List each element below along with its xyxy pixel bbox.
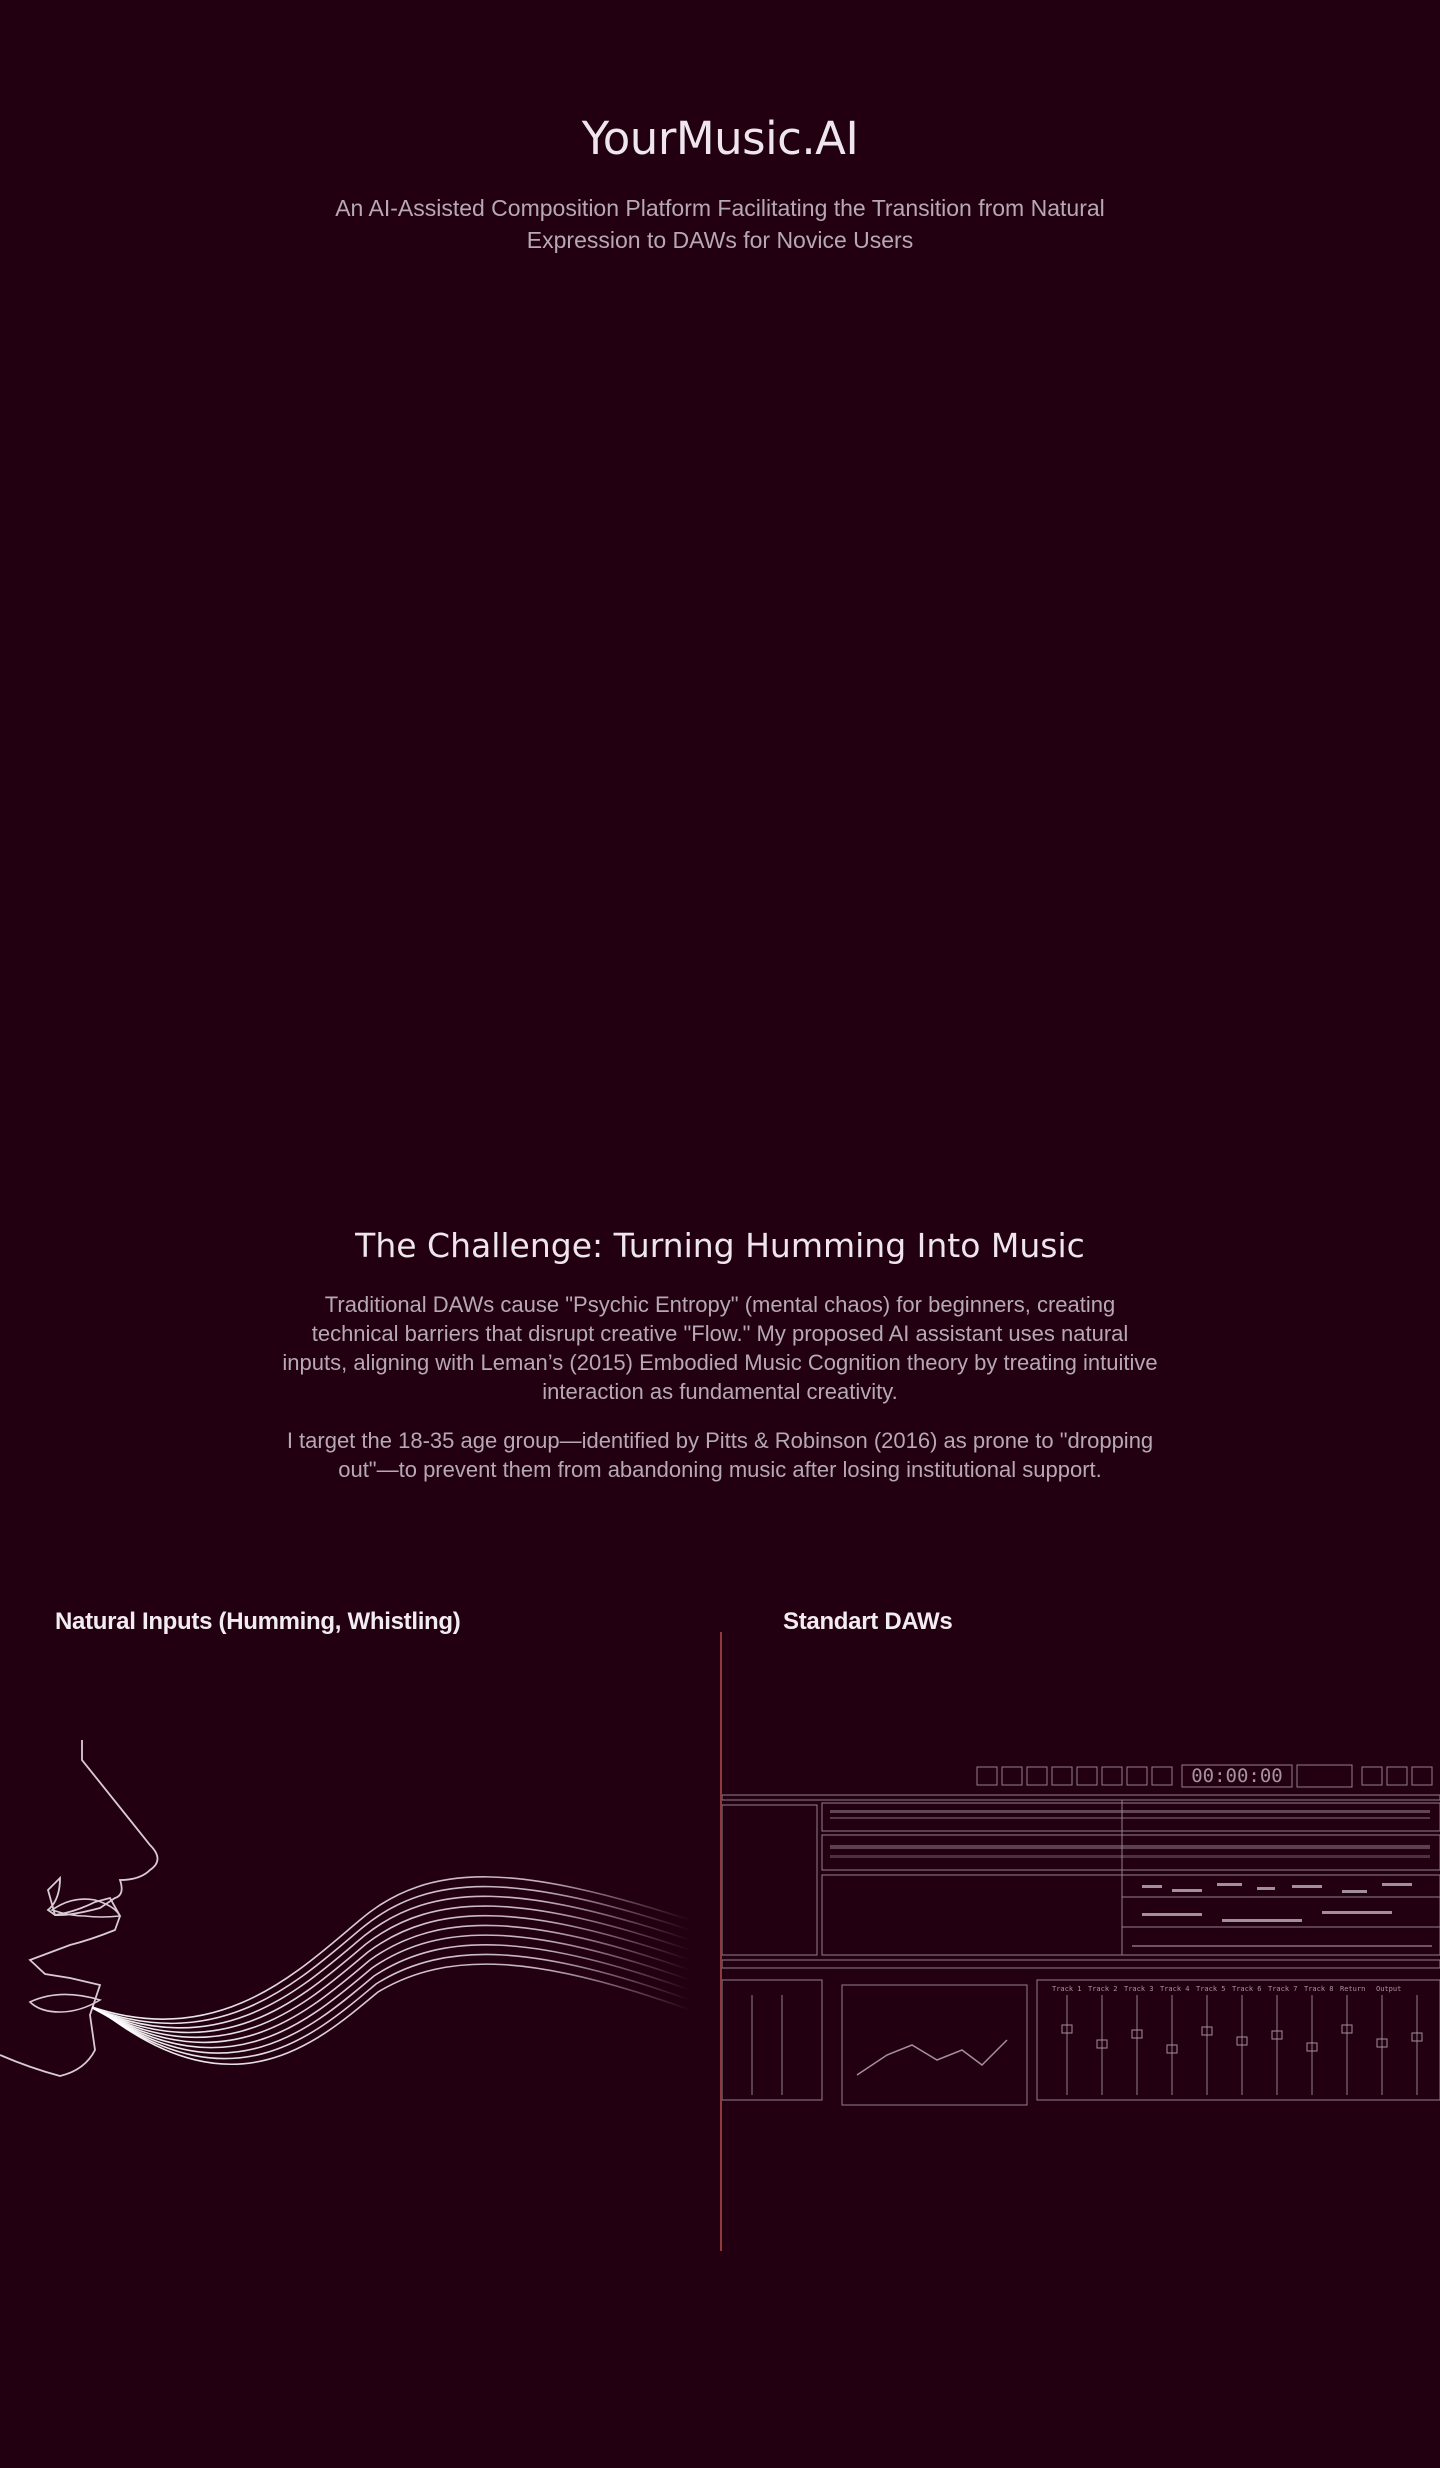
page-title: YourMusic.AI bbox=[581, 112, 859, 165]
challenge-paragraph-2: I target the 18-35 age group—identified by Pitts & Robinson (2016) as prone to "dropping out"—to prevent them from abandoning music after losing institutional support. bbox=[286, 1428, 1154, 1482]
page-subtitle: An AI-Assisted Composition Platform Facilitating the Transition from Natural Expression to DAWs for Novice Users bbox=[335, 195, 1105, 253]
natural-inputs-label: Natural Inputs (Humming, Whistling) bbox=[55, 1608, 461, 1635]
daw-track-label: Track 1 bbox=[1052, 1985, 1082, 1993]
daw-track-label: Track 3 bbox=[1124, 1985, 1154, 1993]
daw-track-label: Track 4 bbox=[1160, 1985, 1190, 1993]
daw-track-label: Track 5 bbox=[1196, 1985, 1226, 1993]
humming-face-sound-waves-icon bbox=[0, 1720, 700, 2180]
daw-track-label: Track 7 bbox=[1268, 1985, 1298, 1993]
daw-track-label: Track 6 bbox=[1232, 1985, 1262, 1993]
challenge-paragraph-1: Traditional DAWs cause "Psychic Entropy" (mental chaos) for beginners, creating technical barriers that disrupt creative "Flow." My proposed AI assistant uses natural inputs, aligning with Leman’s (2015) Embodied Music Cognition theory by treating intuitive interaction as fundamental creativity. bbox=[282, 1292, 1158, 1404]
challenge-title: The Challenge: Turning Humming Into Music bbox=[355, 1226, 1085, 1265]
standard-daws-label: Standart DAWs bbox=[783, 1608, 953, 1635]
daw-timer: 00:00:00 bbox=[1191, 1765, 1283, 1787]
daw-track-label: Return bbox=[1340, 1985, 1366, 1993]
daw-track-label: Track 8 bbox=[1304, 1985, 1334, 1993]
daw-track-label: Track 2 bbox=[1088, 1985, 1118, 1993]
daw-track-label: Output bbox=[1376, 1985, 1402, 1993]
daw-interface-icon bbox=[722, 1755, 1440, 2120]
